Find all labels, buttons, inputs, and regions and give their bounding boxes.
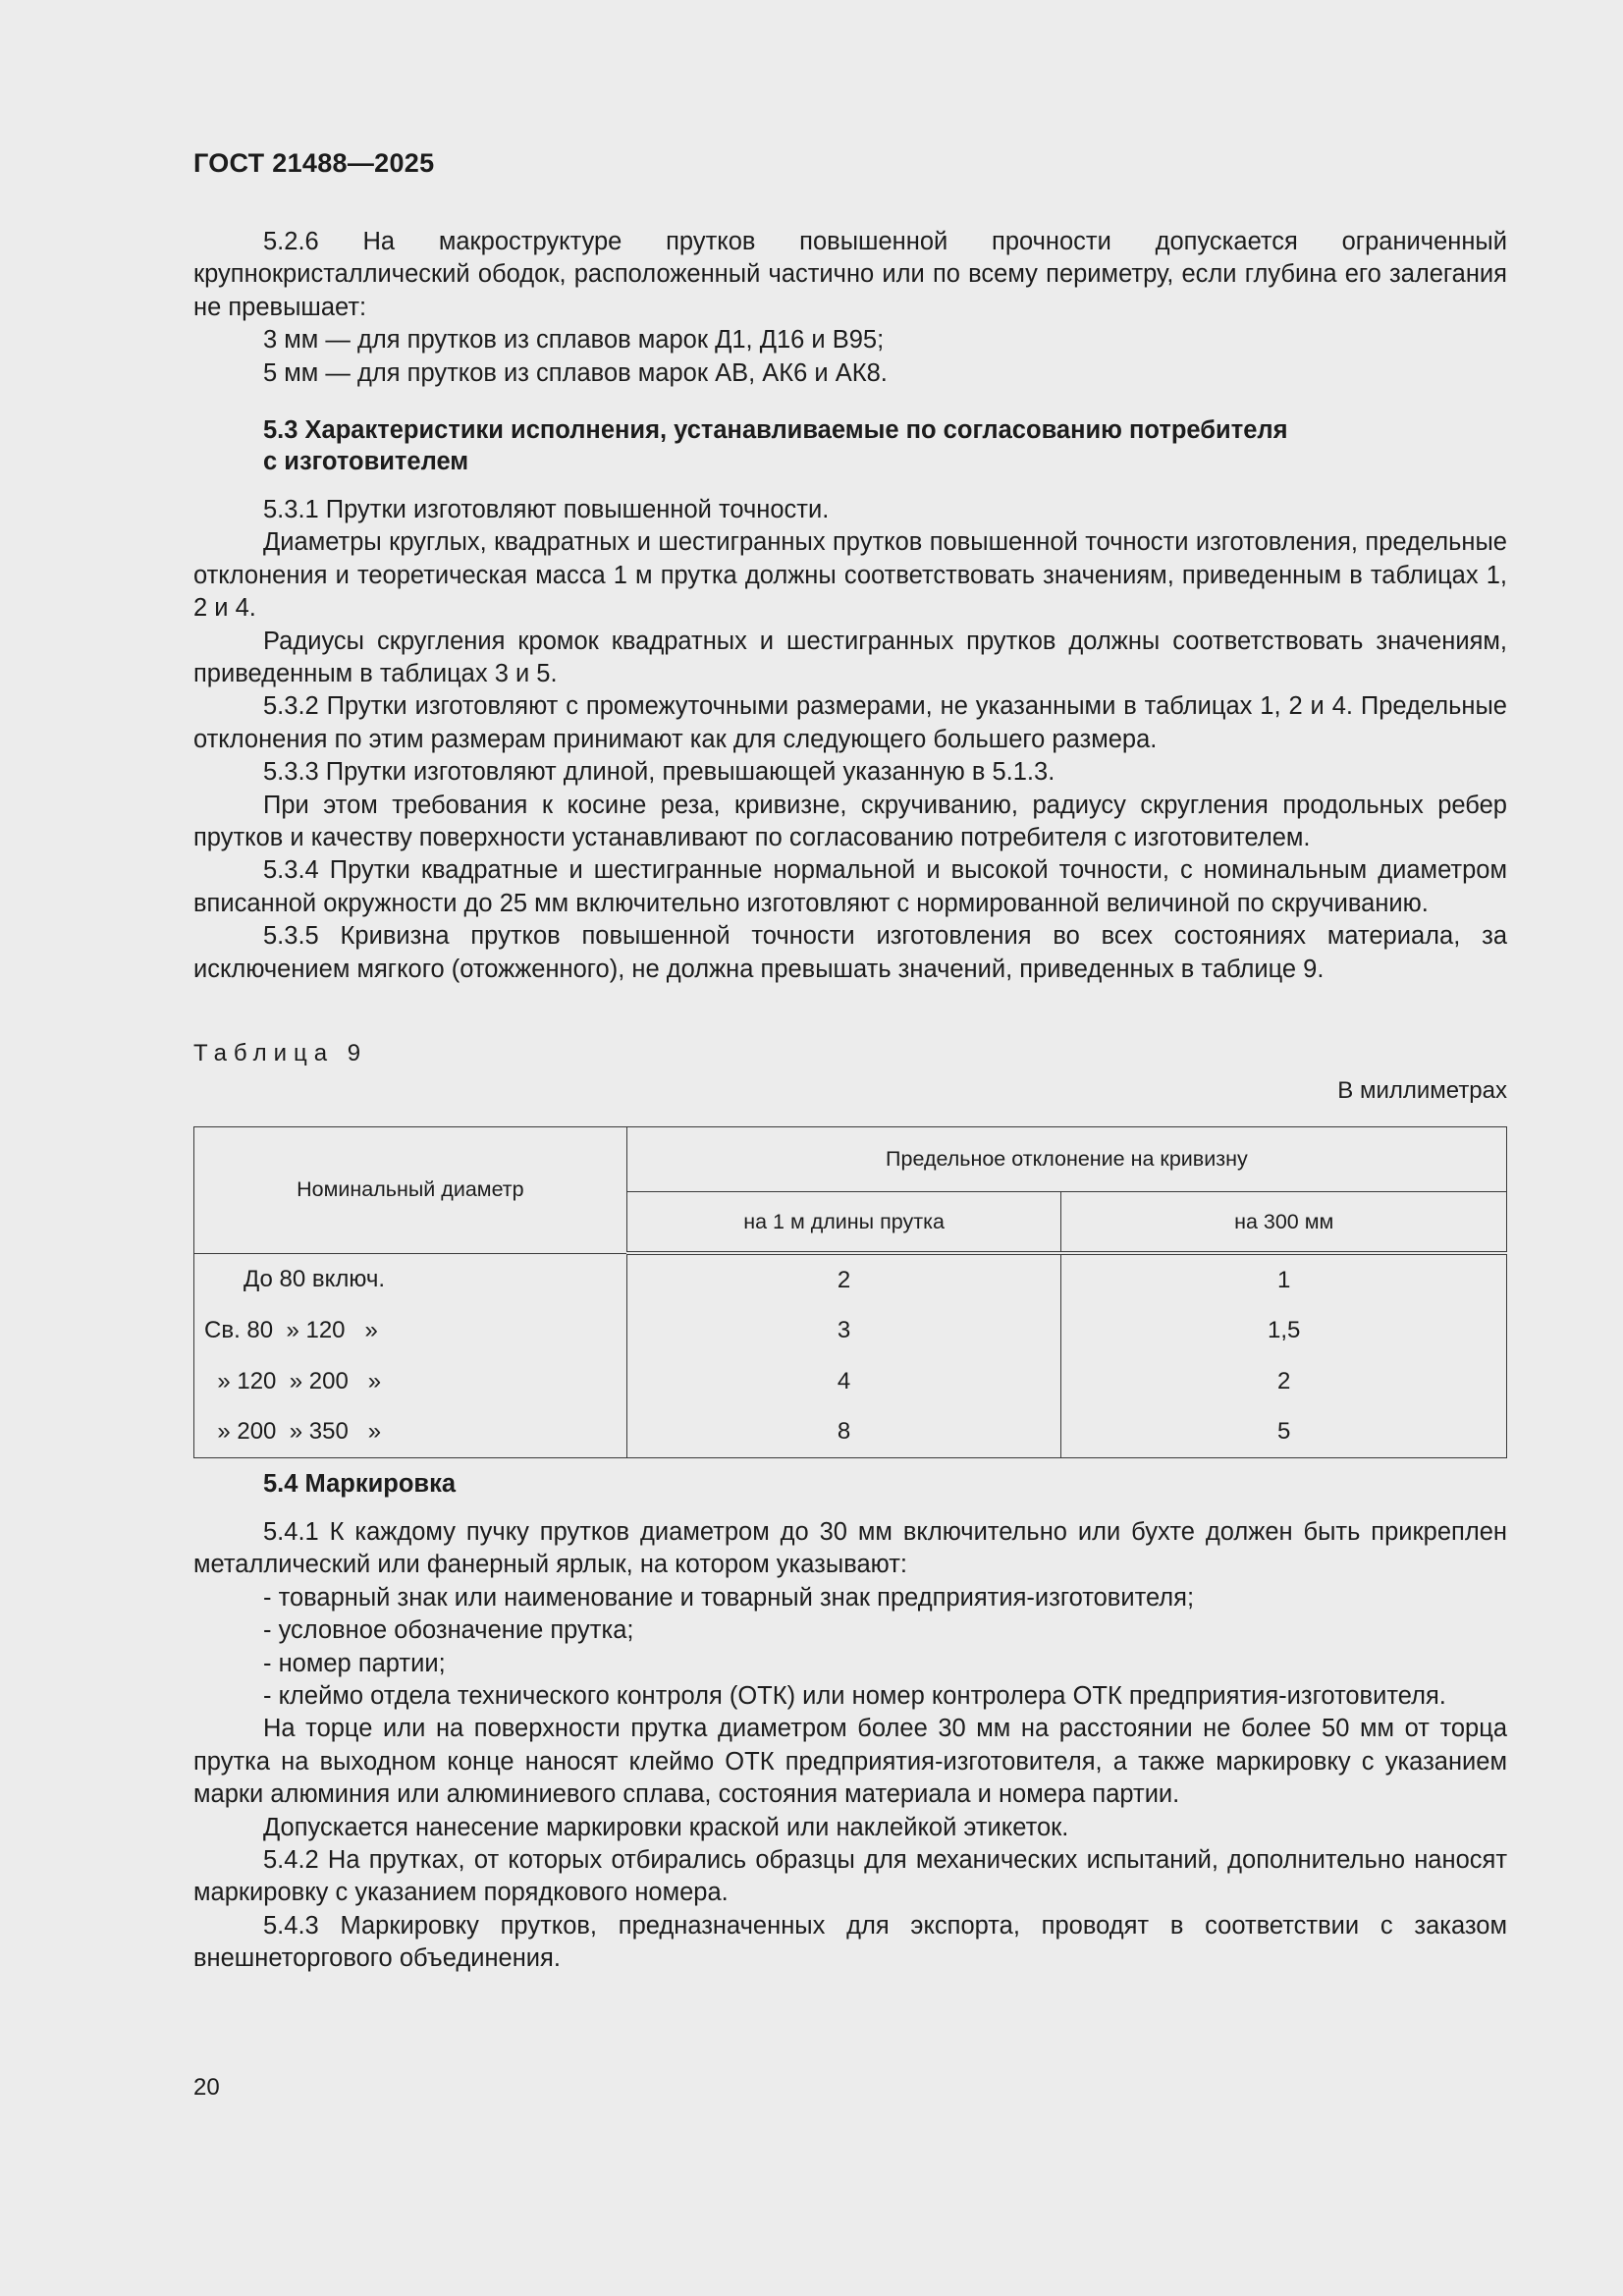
table-row (194, 1253, 1507, 1306)
table-cell: » 200 » 350 » (194, 1407, 627, 1458)
list-item: 5 мм — для прутков из сплавов марок АВ, АК6 и АК8. (263, 358, 888, 387)
table-cell: Св. 80 » 120 » (194, 1306, 627, 1357)
paragraph: При этом требования к косине реза, кривизне, скручиванию, радиусу скругления продольных ребер прутков и качеству поверхности устанавливают по согласованию потребителя с изготовителем. (193, 791, 1507, 852)
list-item: 3 мм — для прутков из сплавов марок Д1, Д16 и В95; (263, 326, 885, 355)
paragraph-5-2-6: 5.2.6 На макроструктуре прутков повышенной прочности допускается ограниченный крупнокристаллический ободок, расположенный частично или по всему периметру, если глубина его залегания не превышает: (193, 228, 1507, 321)
list-item: - условное обозначение прутка; (263, 1616, 634, 1645)
heading-line: с изготовителем (263, 448, 469, 475)
paragraph: Диаметры круглых, квадратных и шестигранных прутков повышенной точности изготовления, предельные отклонения и теоретическая масса 1 м прутка должны соответствовать значениям, приведенным в таблицах 1, 2 и 4. (193, 528, 1507, 623)
paragraph: 5.3.3 Прутки изготовляют длиной, превышающей указанную в 5.1.3. (263, 758, 1055, 787)
table-cell: 5 (1061, 1407, 1507, 1458)
table-row (194, 1356, 1507, 1407)
section-5-4-heading (193, 1468, 1507, 1500)
curvature-table (193, 1126, 1507, 1458)
table-cell: 1,5 (1061, 1306, 1507, 1357)
table-cell: » 120 » 200 » (194, 1356, 627, 1407)
paragraph: Допускается нанесение маркировки краской или наклейкой этикеток. (263, 1813, 1069, 1841)
list-item: - клеймо отдела технического контроля (ОТК) или номер контролера ОТК предприятия-изготовителя. (263, 1682, 1446, 1711)
paragraph: На торце или на поверхности прутка диаметром более 30 мм на расстоянии не более 50 мм от торца прутка на выходном конце наносят клеймо ОТК предприятия-изготовителя, а также маркировку с указанием марки алюминия или алюминиевого сплава, состояния материала и номера партии. (193, 1715, 1507, 1809)
table-cell: 2 (1061, 1356, 1507, 1407)
table-row (194, 1306, 1507, 1357)
paragraph: 5.4.3 Маркировку прутков, предназначенных для экспорта, проводят в соответствии с заказом внешнеторгового объединения. (193, 1911, 1507, 1973)
paragraph: 5.3.5 Кривизна прутков повышенной точности изготовления во всех состояниях материала, за исключением мягкого (отожженного), не должна превышать значений, приведенных в таблице 9. (193, 922, 1507, 983)
column-header: на 300 мм (1061, 1192, 1507, 1254)
table-cell: 2 (626, 1253, 1061, 1306)
section-5-2-6 (193, 226, 1507, 390)
paragraph: 5.4.2 На прутках, от которых отбирались образцы для механических испытаний, дополнительно наносят маркировку с указанием порядкового номера. (193, 1846, 1507, 1907)
column-header: Номинальный диаметр (194, 1127, 627, 1254)
heading-line: 5.3 Характеристики исполнения, устанавливаемые по согласованию потребителя (263, 416, 1288, 444)
paragraph: 5.3.4 Прутки квадратные и шестигранные нормальной и высокой точности, с номинальным диаметром вписанной окружности до 25 мм включительно изготовляют с нормированной величиной по скручиванию. (193, 856, 1507, 917)
column-group-header: Предельное отклонение на кривизну (626, 1127, 1506, 1192)
section-5-4-body (193, 1516, 1507, 1976)
table-cell: 1 (1061, 1253, 1507, 1306)
table-cell: 3 (626, 1306, 1061, 1357)
section-5-3-heading (193, 414, 1507, 477)
table-row (194, 1407, 1507, 1458)
paragraph: 5.4.1 К каждому пучку прутков диаметром до 30 мм включительно или бухте должен быть прикреплен металлический или фанерный ярлык, на котором указывают: (193, 1518, 1507, 1579)
table-cell: 8 (626, 1407, 1061, 1458)
list-item: - товарный знак или наименование и товарный знак предприятия-изготовителя; (263, 1583, 1195, 1612)
heading: 5.4 Маркировка (263, 1470, 457, 1498)
table-cell: До 80 включ. (194, 1253, 627, 1306)
paragraph: Радиусы скругления кромок квадратных и шестигранных прутков должны соответствовать значениям, приведенным в таблицах 3 и 5. (193, 627, 1507, 688)
section-5-3-body (193, 494, 1507, 986)
table-caption: Таблица 9 (193, 1040, 368, 1066)
paragraph: 5.3.1 Прутки изготовляют повышенной точности. (263, 496, 830, 523)
standard-header: ГОСТ 21488—2025 (193, 148, 435, 178)
table-unit-note: В миллиметрах (1337, 1077, 1507, 1104)
page-number: 20 (193, 2074, 220, 2101)
list-item: - номер партии; (263, 1649, 446, 1677)
table-cell: 4 (626, 1356, 1061, 1407)
paragraph: 5.3.2 Прутки изготовляют с промежуточными размерами, не указанными в таблицах 1, 2 и 4. Предельные отклонения по этим размерам принимают как для следующего большего размера. (193, 692, 1507, 753)
column-header: на 1 м длины прутка (626, 1192, 1061, 1254)
